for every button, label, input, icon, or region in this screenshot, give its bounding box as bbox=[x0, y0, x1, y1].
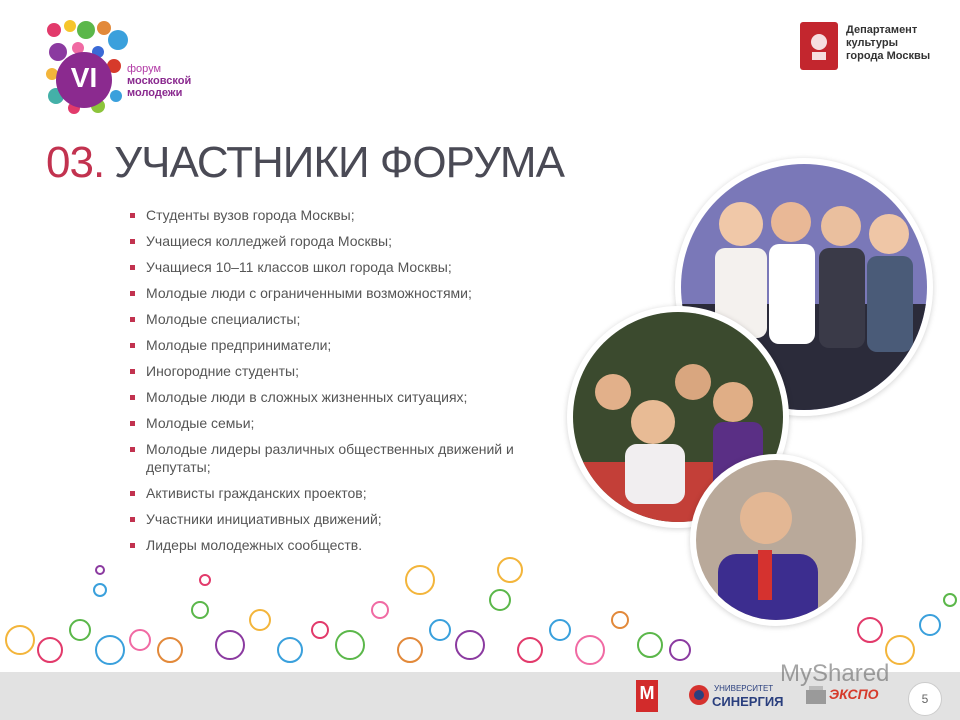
forum-logo-line2: московской bbox=[127, 75, 192, 87]
footer-logo-sinergiya bbox=[688, 684, 784, 710]
page-number: 5 bbox=[908, 682, 942, 716]
list-item: Молодые люди с ограниченными возможностями; bbox=[128, 284, 568, 302]
expo-label: ЭКСПО bbox=[829, 686, 879, 702]
list-item: Молодые лидеры различных общественных движений и депутаты; bbox=[128, 440, 568, 476]
sinergiya-label: СИНЕРГИЯ bbox=[712, 694, 784, 709]
section-title: УЧАСТНИКИ ФОРУМА bbox=[114, 138, 564, 187]
participants-list bbox=[128, 206, 568, 562]
list-item: Молодые семьи; bbox=[128, 414, 568, 432]
list-item: Молодые люди в сложных жизненных ситуациях; bbox=[128, 388, 568, 406]
list-item: Учащиеся 10–11 классов школ города Москвы; bbox=[128, 258, 568, 276]
page-title bbox=[46, 138, 564, 188]
moscow-emblem-icon bbox=[800, 22, 838, 70]
department-line1: Департамент bbox=[846, 24, 918, 36]
photo-young-man bbox=[690, 454, 862, 626]
department-logo bbox=[800, 22, 950, 72]
sinergiya-top-label: УНИВЕРСИТЕТ bbox=[714, 684, 774, 693]
list-item: Студенты вузов города Москвы; bbox=[128, 206, 568, 224]
sinergiya-icon bbox=[688, 684, 710, 706]
list-item: Лидеры молодежных сообществ. bbox=[128, 536, 568, 554]
section-number: 03. bbox=[46, 138, 105, 187]
department-line3: города Москвы bbox=[846, 50, 931, 62]
watermark: MyShared bbox=[780, 660, 890, 687]
forum-logo-text bbox=[127, 63, 191, 99]
list-item: Иногородние студенты; bbox=[128, 362, 568, 380]
forum-logo-line3: молодежи bbox=[127, 87, 183, 99]
footer-logo-m: М bbox=[636, 680, 658, 712]
forum-logo-roman: VI bbox=[70, 62, 98, 93]
list-item: Активисты гражданских проектов; bbox=[128, 484, 568, 502]
department-line2: культуры bbox=[846, 37, 899, 49]
list-item: Молодые специалисты; bbox=[128, 310, 568, 328]
list-item: Учащиеся колледжей города Москвы; bbox=[128, 232, 568, 250]
department-text bbox=[846, 24, 930, 63]
list-item: Участники инициативных движений; bbox=[128, 510, 568, 528]
forum-logo-line1: форум bbox=[127, 63, 162, 75]
photo-young-man-image bbox=[696, 460, 856, 620]
list-item: Молодые предприниматели; bbox=[128, 336, 568, 354]
